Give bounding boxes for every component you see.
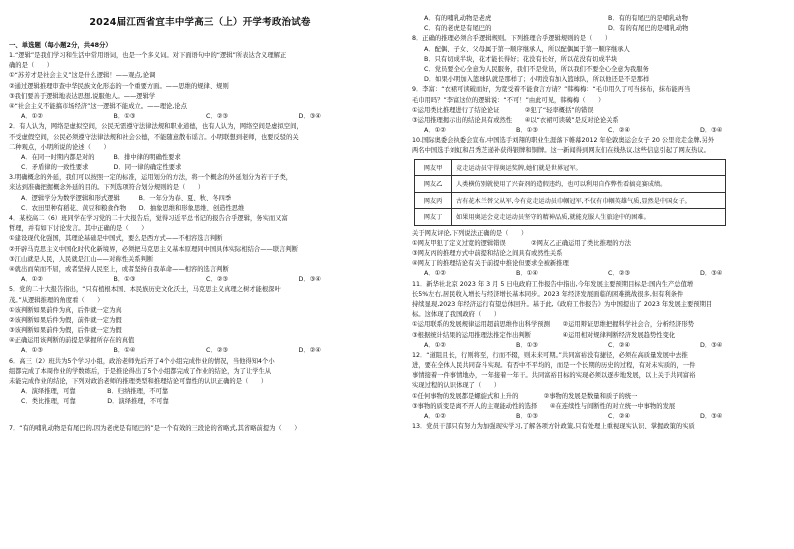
- answer-option: B．①③: [516, 341, 538, 349]
- question-text-line: ④正确运用该判断的前提是掌握所存在的真值: [9, 337, 135, 345]
- question-text-line: 1.“逻辑”是我们学习和生活中常用语词，也是一个多义词。对下面语句中的“逻辑”所表达含义理解正: [9, 52, 287, 59]
- answer-options: [412, 412, 792, 422]
- answer-option: C．②④: [608, 127, 630, 135]
- answer-options: [412, 269, 792, 279]
- answer-option: D．③④: [700, 127, 723, 135]
- question-text-line: 关于网友评论,下列说法正确的是（ ）: [412, 229, 528, 237]
- answer-option: A．①②: [424, 127, 446, 135]
- question-text-line: 8．正确的推理必须合乎逻辑规则。下列推理合乎逻辑规则的是（ ）: [412, 35, 612, 43]
- answer-options: [9, 346, 391, 356]
- question-text-line: 6．高三（2）班共为5个学习小组，政治老师先后开了4个小组完成作业的情况，当他得知4个小: [9, 357, 275, 365]
- question-text-line: 实现过程的认识体现了（ ）: [412, 382, 501, 390]
- question-text-line: ①网友甲犯了定义过宽的逻辑错误 ②网友乙正确运用了类比推理的方法: [412, 239, 632, 247]
- left-column: [9, 0, 391, 434]
- answer-option: A．有的哺乳动物是老虎: [424, 15, 492, 22]
- question-text-line: 组都完成了本周作业的学数练后，于是推论得出了5个小组都完成了作业的结论，为了让学生从: [9, 367, 272, 375]
- answer-option: C．②③: [206, 276, 228, 284]
- question-text-line: 不受虚假空间，公民必须遵守法律法规和社会公德，不能随意散布谣言。小明联想到老师，也要反驳的关: [9, 133, 299, 141]
- question-text-line: 11．新华社北京 2023 年 3 月 5 日电政府工作报告中指出,今年发展主要预期目标是:国内生产总值增: [412, 280, 694, 288]
- answer-options: [9, 112, 391, 122]
- question-text-line: 毛巾用吗？”李富这位的逻辑说：“不可！”由此可见，韩梅梅（ ）: [412, 96, 605, 104]
- question-text-line: ①任何事物的发展都是螺旋式和上升的 ②事物的发展是数量和质子的统一: [412, 392, 638, 400]
- answer-option: B．①③: [516, 127, 538, 135]
- question-text-line: C．党员要全心全意为人民服务，我们不是党员，所以我们不要全心全意为我服务: [424, 65, 649, 73]
- question-text-line: 进，要在全体人民共同奋斗实现。有否中不平均的，而是一个长期的历史的过程，有对未实质的，一件: [412, 362, 696, 370]
- answer-option: D．有的有尾巴的是哺乳动物: [608, 25, 689, 33]
- section-heading: 一、单选题（每小题2分，共48分）: [9, 41, 112, 49]
- question-text-line: ③事物的质变是离不开人的主观能动性的选择 ④在连续性与间断性的对立统一中事物的发展: [412, 402, 676, 410]
- answer-option: D．②④: [298, 347, 321, 355]
- question-text-line: A．配偶、子女、父母属于第一顺序继承人，所以配偶属于第一顺序继承人: [424, 45, 630, 53]
- answer-option: B．①④: [516, 270, 538, 278]
- answer-option: A．①②: [424, 413, 446, 420]
- netizen-name-cell: 网友丙: [415, 192, 452, 209]
- answer-options: [412, 24, 792, 34]
- answer-option: C．②④: [608, 341, 630, 349]
- answer-option: C．②④: [608, 413, 630, 420]
- answer-options: [412, 14, 792, 24]
- question-text-line: 标。这体现了我国政府（ ）: [412, 311, 501, 319]
- question-text-line: ①建设现代化强国，其理论基础是中国式，要么是西方式——不相容选言判断: [9, 235, 223, 243]
- answer-option: D．③④: [298, 113, 321, 121]
- question-text-line: 7．“有的哺乳动物是有尾巴的,因为老虎是有尾巴的”是一个有效的三段论的省略式,其省略前提为（ ）: [9, 424, 301, 432]
- question-text-line: ④就出而荣而不屈，或者坚持人民至上，或者坚持自我革命——相容的选言判断: [9, 265, 229, 273]
- left-column-body: [9, 51, 391, 434]
- question-text-line: 4．某校高二（6）班同学在学习党的二十大报告后，觉得习近平总书记的报告合乎逻辑，务实而又富: [9, 215, 288, 222]
- question-text-line: 来达到准确把握概念外延的目的。下列选项符合划分规则的是（ ）: [9, 184, 205, 192]
- question-text-line: C．矛盾律的一致性要求 D．同一律的确定性要求: [21, 164, 182, 172]
- question-text-line: 事情接着一件事情地办，一年接着一年干。共同富裕目标的实现必须以逐步地发展，以上关于共同富裕: [412, 372, 696, 380]
- question-text-line: ③江山就是人民，人民就是江山——对称性关系判断: [9, 255, 154, 263]
- question-text-line: C．农田里种有稻花、黄豆和粮食作物 D．抽象思维和形象思维、创造性思维: [21, 204, 245, 212]
- comment-cell: 竞走运动员守得奥运奖牌,她们就是世界冠军。: [452, 159, 726, 176]
- question-text-line: 哲理，并有如下讨论发言。其中正确的是（ ）: [9, 225, 148, 233]
- question-text-line: ①运用类比推理进行了结论论证 ②犯了“轻率概括”的错误: [412, 106, 594, 114]
- question-text-line: 2．有人认为，网络是虚拟空间，公民无需遵守法律法规和职业道德，也有人认为，网络空间是虚拟空间，: [9, 123, 303, 131]
- answer-option: C．②③: [206, 113, 228, 121]
- question-text-line: 5．党的二十大报告指出，“只有植根本国、本民族历史文化沃土，马克思主义真理之树才能根深叶: [9, 286, 281, 294]
- question-text-line: 长5%左右,居民收入增长与经济增长基本同步。2023 年经济发展面临的困难挑战很多,但有利条件: [412, 290, 684, 298]
- question-text-line: ④“社会主义不能搞市场经济”这一逻辑不能成立。——理论,论点: [9, 102, 187, 110]
- question-text-line: 持续显现,2023 年经济运行有望总体回升。基于此,《政府工作报告》为中国提出了 2023 年发展主要预期目: [412, 300, 713, 308]
- answer-option: B．①④: [113, 347, 136, 355]
- question-text-line: 两名中国选手刘虹和吕秀芝递补获得银牌和铜牌。这一新闻得到网友们在线热议,这些信息引起了网友热议。: [412, 147, 710, 155]
- right-column: [412, 0, 792, 432]
- comment-cell: 如果用奥运会竞走运动员坚守的精神品质,就能克服人生旅途中的困难。: [452, 209, 726, 226]
- answer-option: B．①③: [516, 413, 538, 420]
- page-title: 2024届江西省宜丰中学高三（上）开学考政治试卷: [89, 17, 311, 28]
- question-text-line: 10.国际奥委会执委会宣布,中国选手刘翔的职业生涯落下帷幕2012 年伦敦奥运会女子 20 公里竞走金牌,另外: [412, 137, 715, 145]
- answer-option: D．③④: [700, 341, 723, 349]
- answer-option: C．有的老虎是有尾巴的: [424, 25, 492, 33]
- question-text-line: ①该判断如果前件为真，后件就一定为真: [9, 306, 122, 314]
- question-text-line: C．类比推理，可靠 D．演绎推理，不可靠: [21, 398, 169, 406]
- question-text-line: ③网友丙的推理方式中前提和结论之间具有或然性关系: [412, 250, 563, 257]
- answer-option: B．①③: [113, 113, 136, 121]
- answer-option: D．③④: [298, 276, 321, 284]
- question-text-line: 9．李富：“衣裙可读破而好，为宽受着不能食言方请？”韩梅梅：“毛巾用久了可当抹布，抹布能再当: [412, 86, 691, 94]
- answer-option: B．有的有尾巴的是哺乳动物: [608, 15, 688, 22]
- answer-option: B．①③: [113, 276, 136, 284]
- question-text-line: 茂。”从逻辑推理的角度看（ ）: [9, 296, 104, 304]
- question-text-line: 二种观点，小明所说的论述（ ）: [9, 143, 110, 151]
- spacer: [9, 408, 391, 424]
- answer-options: [412, 341, 792, 351]
- question-text-line: 12．“道阻且长，行则将至，行而不辍，则未来可期。”共同富裕没有捷径，必须在高质量发展中去推: [412, 351, 688, 359]
- netizen-comments-table: [414, 159, 726, 226]
- table-row: [415, 159, 726, 176]
- table-row: [415, 209, 726, 226]
- answer-option: D．③④: [700, 270, 723, 278]
- netizen-name-cell: 网友乙: [415, 176, 452, 193]
- right-column-body: [412, 14, 792, 432]
- question-text-line: ③根据统计结果的运用推理法推定作出判断 ④运用相对规律判断经济发展趋势性变化: [412, 331, 676, 339]
- answer-option: A．①②: [424, 270, 446, 278]
- table-row: [415, 176, 726, 193]
- answer-option: A．①②: [424, 341, 446, 349]
- question-text-line: ③运用推理揭示出的结论具有或然性 ④以“衣裙可读破”是反对论论关系: [412, 116, 619, 124]
- question-text-line: ②通过逻辑推理审查中华民族文化形态的一个重要方面。——思维的规律、规则: [9, 82, 229, 90]
- question-text-line: ③我们要善于逻辑地表达思想,说服他人。——逻辑学: [9, 92, 156, 100]
- answer-option: C．②③: [206, 347, 228, 355]
- question-text-line: A．逻辑学分为数学逻辑和形式逻辑 B．一年分为春、夏、秋、冬四季: [21, 194, 232, 202]
- answer-option: C．②③: [608, 270, 630, 278]
- question-text-line: D．如果小明加入篮球队就是那样了；小明没有加入篮球队，所以他还是不是那样: [424, 76, 650, 84]
- answer-options: [9, 275, 391, 285]
- answer-option: A．①②: [21, 276, 43, 284]
- answer-option: A．①②: [21, 113, 43, 121]
- question-text-line: ①运用联系的发展规律运用超前思维作出科学预测 ②运用辩证思维把握科学社会合，分析经济形势: [412, 321, 695, 329]
- question-text-line: ③该判断如果前件为假，后件就一定为假: [9, 327, 122, 335]
- comment-cell: 人类横仿别就使用了兴奋剂的造假违约，也可以利用自作弊性看搞竞赛成绩。: [452, 176, 726, 193]
- question-text-line: 13．党员干部只有努力为加强现实学习,了解各项方针政策,只有处理上重视现实认识、掌握政策的实质: [412, 423, 695, 431]
- netizen-name-cell: 网友丁: [415, 209, 452, 226]
- question-text-line: 未能完成作业的结论，下列对政治老师的推理类型和推理结论可靠性的认识正确的是（ ）: [9, 378, 268, 385]
- answer-option: D．③④: [700, 413, 723, 420]
- question-text-line: A．演绎推理，可靠 B．归纳推理，不可靠: [21, 388, 169, 396]
- table-row: [415, 192, 726, 209]
- question-text-line: B．只有切成半块，花才能长得好；花没有长好，所以花没有切成半块: [424, 55, 618, 63]
- question-text-line: 3.明确概念的外延，我们可以按照一定的标准，运用划分的方法，将一个概念的外延划分为若干子类，: [9, 174, 293, 182]
- question-text-line: 确的是（ ）: [9, 62, 54, 70]
- netizen-name-cell: 网友甲: [415, 159, 452, 176]
- answer-option: A．①③: [21, 347, 43, 355]
- question-text-line: A．在同一时期内都是对的 B．排中律的明确性要求: [21, 153, 181, 161]
- question-text-line: ②该判断如果后件为假，前件就一定为假: [9, 316, 122, 324]
- comment-cell: 古有花木兰替父从军,今有竞走运动员巾帼冠军,不仅有巾帼英雄气质,显然是中国女子。: [452, 192, 726, 209]
- question-text-line: ①“苏芳才是社会主义”这是什么逻辑！——观点,论调: [9, 72, 156, 80]
- question-text-line: ②开辟马克思主义中国化时代化新境界，必须把马克思主义基本原理同中国具体实际相结合——联言判断: [9, 245, 299, 253]
- answer-options: [412, 126, 792, 136]
- question-text-line: ④网友丁的推理结论有关于前提中推论但要求全被新推理: [412, 260, 569, 268]
